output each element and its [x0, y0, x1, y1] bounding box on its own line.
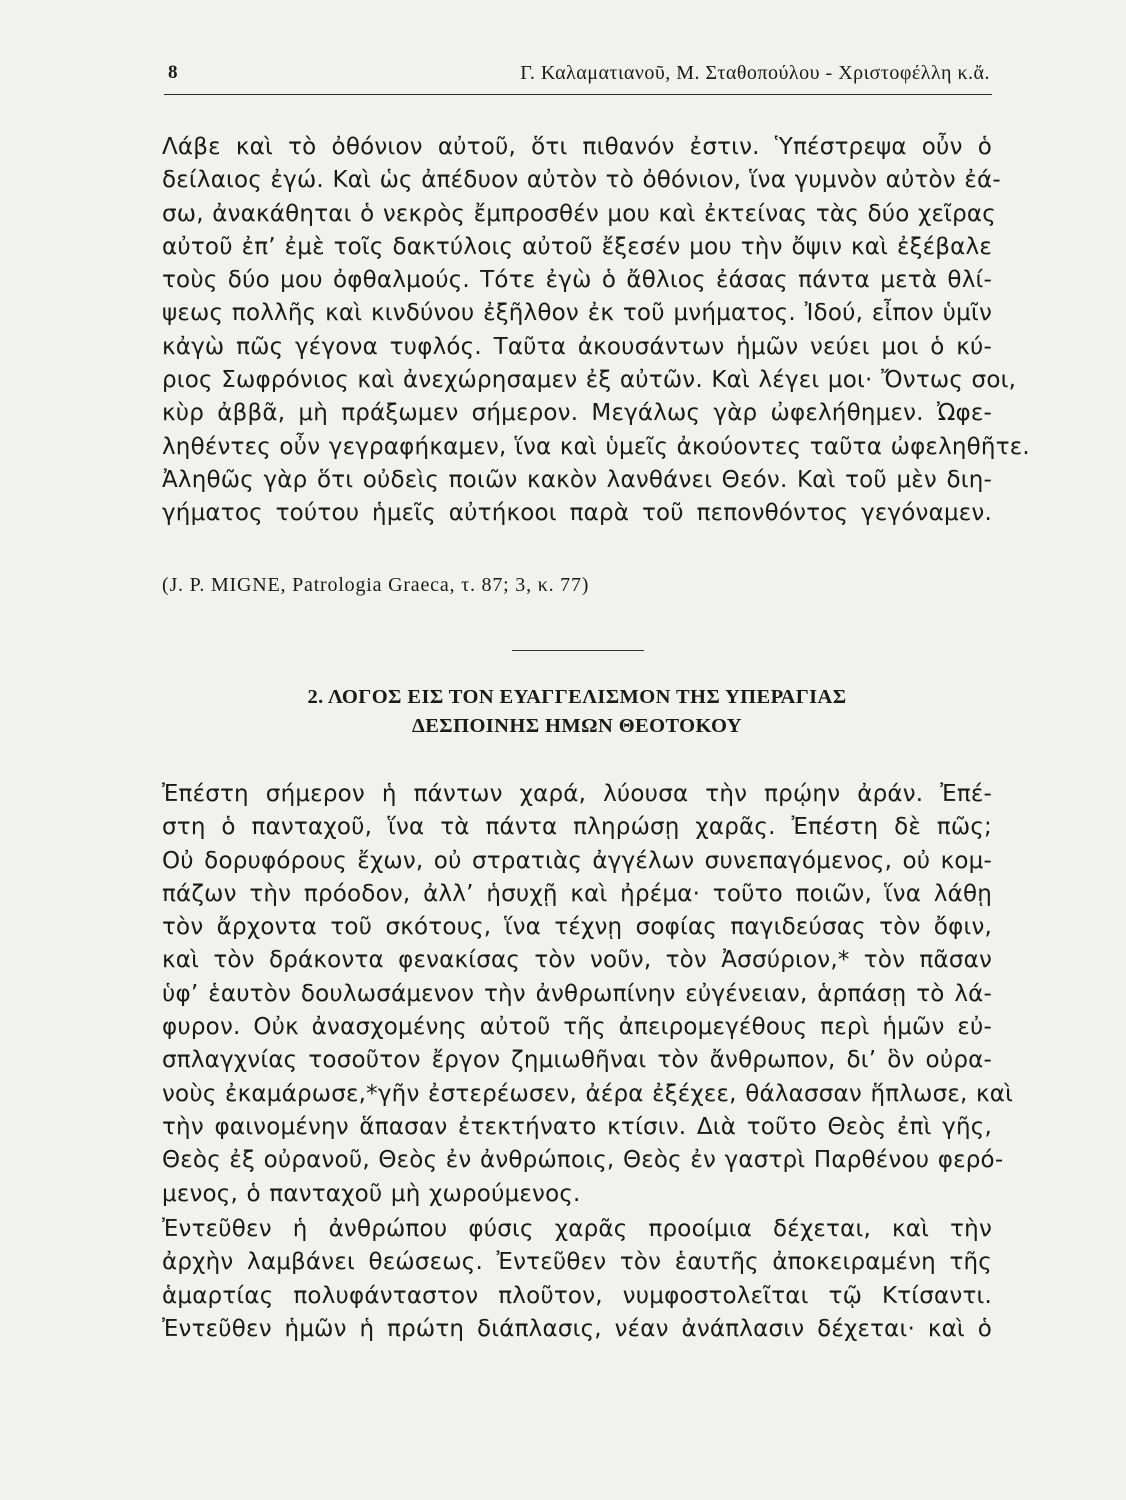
text-line: δείλαιος ἐγώ. Καὶ ὡς ἀπέδυον αὐτὸν τὸ ὀθόνιον, ἵνα γυμνὸν αὐτὸν ἐά-	[162, 167, 1001, 194]
paragraph-one	[162, 131, 1030, 531]
citation: (J. P. MIGNE, Patrologia Graeca, τ. 87; 3, κ. 77)	[162, 574, 590, 596]
text-line: ὑφ’ ἑαυτὸν δουλωσάμενον τὴν ἀνθρωπίνην εὐγένειαν, ἁρπάσῃ τὸ λά-	[162, 980, 992, 1007]
text-line: Ἐντεῦθεν ἡ ἀνθρώπου φύσις χαρᾶς προοίμια δέχεται, καὶ τὴν	[162, 1216, 992, 1242]
text-line: τὸν ἄρχοντα τοῦ σκότους, ἵνα τέχνῃ σοφίας παγιδεύσας τὸν ὄφιν,	[162, 914, 992, 941]
text-line: καὶ τὸν δράκοντα φενακίσας τὸν νοῦν, τὸν Ἀσσύριον,* τὸν πᾶσαν	[162, 947, 992, 974]
heading-line-2: ΔΕΣΠΟΙΝΗΣ ΗΜΩΝ ΘΕΟΤΟΚΟΥ	[411, 715, 742, 737]
text-line: ληθέντες οὖν γεγραφήκαμεν, ἵνα καὶ ὑμεῖς ἀκούοντες ταῦτα ὠφεληθῆτε.	[162, 433, 1030, 460]
text-line: πάζων τὴν πρόοδον, ἀλλ’ ἡσυχῇ καὶ ἠρέμα· τοῦτο ποιῶν, ἵνα λάθῃ	[162, 880, 992, 907]
text-line: τοὺς δύο μου ὀφθαλμούς. Τότε ἐγὼ ὁ ἄθλιος ἐάσας πάντα μετὰ θλί-	[162, 267, 992, 294]
text-line: ἀρχὴν λαμβάνει θεώσεως. Ἐντεῦθεν τὸν ἑαυτῆς ἀποκειραμένη τῆς	[162, 1249, 992, 1276]
page-number: 8	[168, 62, 178, 83]
text-line: Ἐπέστη σήμερον ἡ πάντων χαρά, λύουσα τὴν πρῴην ἀράν. Ἐπέ-	[162, 781, 992, 807]
section-heading	[162, 683, 992, 741]
text-line: Ἐντεῦθεν ἡμῶν ἡ πρώτη διάπλασις, νέαν ἀνάπλασιν δέχεται· καὶ ὁ	[162, 1315, 992, 1342]
text-line: κἀγὼ πῶς γέγονα τυφλός. Ταῦτα ἀκουσάντων ἡμῶν νεύει μοι ὁ κύ-	[162, 333, 992, 360]
text-line: κὺρ ἀββᾶ, μὴ πράξωμεν σήμερον. Μεγάλως γὰρ ὠφελήθημεν. Ὠφε-	[162, 400, 992, 427]
heading-line-1: 2. ΛΟΓΟΣ ΕΙΣ ΤΟΝ ΕΥΑΓΓΕΛΙΣΜΟΝ ΤΗΣ ΥΠΕΡΑΓΙΑΣ	[307, 686, 847, 708]
paragraph-three	[162, 1213, 992, 1346]
text-line: Λάβε καὶ τὸ ὀθόνιον αὐτοῦ, ὅτι πιθανόν ἐστιν. Ὑπέστρεψα οὖν ὁ	[162, 134, 992, 160]
text-line: αὐτοῦ ἐπ’ ἐμὲ τοῖς δακτύλοις αὐτοῦ ἔξεσέν μου τὴν ὄψιν καὶ ἐξέβαλε	[162, 233, 992, 260]
text-line: Ἀληθῶς γὰρ ὅτι οὐδεὶς ποιῶν κακὸν λανθάνει Θεόν. Καὶ τοῦ μὲν διη-	[162, 466, 992, 493]
section-separator	[512, 650, 644, 651]
text-line: Οὐ δορυφόρους ἔχων, οὐ στρατιὰς ἀγγέλων συνεπαγόμενος, οὐ κομ-	[162, 847, 992, 874]
text-line: σπλαγχνίας τοσοῦτον ἔργον ζημιωθῆναι τὸν ἄνθρωπον, δι’ ὃν οὐρα-	[162, 1047, 992, 1074]
paragraph-two	[162, 778, 1014, 1211]
text-line: ριος Σωφρόνιος καὶ ἀνεχώρησαμεν ἐξ αὐτῶν. Καὶ λέγει μοι· Ὄντως σοι,	[162, 367, 1017, 394]
text-line: μενος, ὁ πανταχοῦ μὴ χωρούμενος.	[162, 1180, 581, 1207]
text-line: ψεως πολλῆς καὶ κινδύνου ἐξῆλθον ἐκ τοῦ μνήματος. Ἰδού, εἶπον ὑμῖν	[162, 300, 992, 327]
text-line: νοὺς ἐκαμάρωσε,*γῆν ἐστερέωσεν, ἀέρα ἐξέχεε, θάλασσαν ἥπλωσε, καὶ	[162, 1080, 1014, 1107]
text-line: φυρον. Οὐκ ἀνασχομένης αὐτοῦ τῆς ἀπειρομεγέθους περὶ ἡμῶν εὐ-	[162, 1014, 992, 1041]
running-head: Γ. Καλαματιανοῦ, Μ. Σταθοπούλου - Χριστοφέλλη κ.ἄ.	[520, 62, 990, 84]
text-line: τὴν φαινομένην ἅπασαν ἐτεκτήνατο κτίσιν. Διὰ τοῦτο Θεὸς ἐπὶ γῆς,	[162, 1113, 992, 1140]
text-line: ἁμαρτίας πολυφάνταστον πλοῦτον, νυμφοστολεῖται τῷ Κτίσαντι.	[162, 1282, 992, 1309]
text-line: στη ὁ πανταχοῦ, ἵνα τὰ πάντα πληρώσῃ χαρᾶς. Ἐπέστη δὲ πῶς;	[162, 814, 992, 841]
text-line: σω, ἀνακάθηται ὁ νεκρὸς ἔμπροσθέν μου καὶ ἐκτείνας τὰς δύο χεῖρας	[162, 200, 996, 227]
text-line: Θεὸς ἐξ οὐρανοῦ, Θεὸς ἐν ἀνθρώποις, Θεὸς ἐν γαστρὶ Παρθένου φερό-	[162, 1147, 1004, 1174]
page-header	[164, 58, 992, 95]
text-line: γήματος τούτου ἡμεῖς αὐτήκοοι παρὰ τοῦ πεπονθόντος γεγόναμεν.	[162, 500, 992, 527]
